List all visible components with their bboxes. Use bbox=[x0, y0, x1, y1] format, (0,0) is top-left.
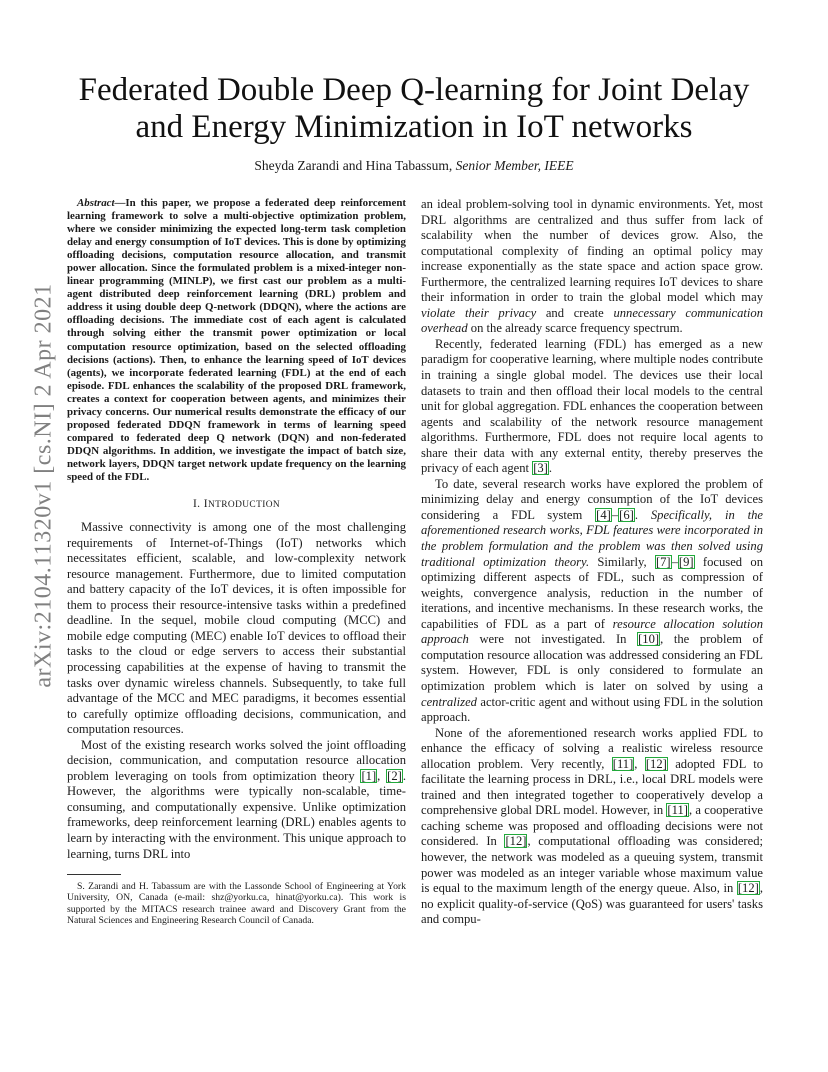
section-title-initial: I bbox=[203, 498, 208, 511]
section-number: I. bbox=[192, 498, 204, 511]
citation-link[interactable]: [1] bbox=[361, 768, 377, 783]
author-footnote: S. Zarandi and H. Tabassum are with the Lassonde School of Engineering at York University, ON, Canada (e-mail: shz@yorku.ca, hinat@yorku.ca). This work is supported by the MITACS research trainee award and Discovery Grant from the Natural Sciences and Engineering Research Council of Canada. bbox=[67, 881, 406, 927]
text-run: . bbox=[548, 461, 553, 476]
italic-text: centralized bbox=[421, 694, 477, 709]
text-run: adopted FDL to facilitate the learning process in DRL, i.e., local DRL models were trained and then integrated together to cooperatively develop a comprehensive global DRL model. However, in bbox=[421, 756, 763, 818]
text-run: , bbox=[377, 768, 387, 783]
text-run: and create bbox=[536, 305, 614, 320]
citation-link[interactable]: [11] bbox=[612, 756, 634, 771]
citation-link[interactable]: [11] bbox=[667, 803, 688, 818]
text-run: on the already scarce frequency spectrum. bbox=[467, 321, 683, 336]
text-run: Recently, federated learning (FDL) has emerged as a new paradigm for cooperative learning, where multiple nodes contribute in training a single global model. The devices use their local datasets to train and then offload their local models to the central unit for global aggregation. FDL enhances the cooperation between agents and scalability of the network resource management algorithms. Furthermore, FDL does not require local agents to share their data with any external entity, thereby preserves the privacy of each agent bbox=[421, 336, 763, 476]
text-run: – bbox=[611, 507, 619, 522]
intro-paragraph-1: Massive connectivity is among one of the most challenging requirements of Internet-of-Things (IoT) networks which necessitates efficient, scalable, and low-complexity network resource management. Furthermore, due to limited computation and battery capacity of the IoT devices, it is often impossible for them to process their resource-intensive tasks within a predefined deadline. In the sequel, mobile cloud computing (MCC) and mobile edge computing (MEC) enable IoT devices to offload their tasks to the cloud or edge servers to access their substantial processing capabilities at the expense of having to transmit the tasks over dynamic wireless channels. Subsequently, to take full advantage of the MCC and MEC paradigms, it becomes essential to carefully optimize offloading decisions, communication, and computation resources. bbox=[67, 520, 406, 737]
text-run: None of the aforementioned research works applied FDL to enhance the efficacy of solving a realistic wireless resource allocation problem. Very recently, bbox=[421, 725, 763, 771]
citation-link[interactable]: [6] bbox=[619, 507, 634, 522]
text-run: . bbox=[634, 507, 651, 522]
text-run: focused on optimizing different aspects of FDL, such as compression of weights, convergence analysis, reduction in the number of iterations, and incentive mechanisms. In these research works, the capabilities of FDL as a part of bbox=[421, 554, 763, 631]
text-run: Most of the existing research works solved the joint offloading decision, communication, and computation resource allocation problem leveraging on tools from optimization theory bbox=[67, 737, 406, 783]
text-run: , bbox=[634, 756, 645, 771]
text-run: Similarly, bbox=[589, 554, 655, 569]
abstract-text: —In this paper, we propose a federated deep reinforcement learning framework to solve a multi-objective optimization problem, where we consider minimizing the expected long-term task completion delay and energy consumption of IoT devices. This is done by optimizing offloading decisions, computation resource allocation, and transmit power allocation. Since the formulated problem is a mixed-integer non-linear programming (MINLP), we first cast our problem as a multi-agent distributed deep reinforcement learning (DRL) problem and address it using double deep Q-network (DDQN), where the actions are offloading decisions. The immediate cost of each agent is calculated through solving either the transmit power optimization or local computation resource optimization, based on the selected offloading decisions (actions). Then, to enhance the learning speed of IoT devices (agents), we incorporate federated learning (FDL) at the end of each episode. FDL enhances the scalability of the proposed DRL framework, creates a context for cooperation between agents, and minimizes their privacy concerns. Our numerical results demonstrate the efficacy of our proposed federated DDQN framework in terms of learning speed compared to federated deep Q network (DQN) and non-federated DDQN algorithms. In addition, we investigate the impact of batch size, network layers, DDQN target network update frequency on the learning speed of the FDL. bbox=[67, 197, 406, 483]
right-paragraph-3 bbox=[421, 477, 763, 726]
italic-text: violate their privacy bbox=[421, 305, 537, 320]
abstract-lead: Abstract bbox=[77, 197, 115, 209]
section-heading-introduction bbox=[67, 497, 406, 512]
citation-link[interactable]: [10] bbox=[638, 632, 660, 647]
text-run: an ideal problem-solving tool in dynamic environments. Yet, most DRL algorithms are centralized and thus suffer from lack of scalability when the number of devices grow. Also, the computational complexity of finding an optimal policy may increase exponentially as the state space and action space grow. Furthermore, the centralized learning requires IoT devices to share their information in order to train the global model which may bbox=[421, 197, 763, 305]
arxiv-identifier: arXiv:2104.11320v1 [cs.NI] 2 Apr 2021 bbox=[30, 282, 57, 688]
arxiv-stamp bbox=[22, 270, 66, 700]
right-paragraph-4 bbox=[421, 726, 763, 928]
section-title-rest: NTRODUCTION bbox=[207, 500, 281, 511]
text-run: actor-critic agent and without using FDL in the solution approach. bbox=[421, 694, 763, 725]
citation-link[interactable]: [2] bbox=[387, 768, 402, 783]
author-line bbox=[60, 158, 768, 174]
author-member-note: Senior Member, IEEE bbox=[455, 158, 574, 173]
text-run: were not investigated. In bbox=[468, 632, 638, 647]
intro-paragraph-2 bbox=[67, 738, 406, 862]
text-run: , computational offloading was considered; however, the network was modeled as a queuing system, transmit power was modeled as an integer variable whose maximum value is equal to the maximum length of the energy queue. Also, in bbox=[421, 834, 763, 896]
italic-text: unnecessary communication overhead bbox=[421, 305, 764, 336]
author-names: Sheyda Zarandi and Hina Tabassum, bbox=[254, 158, 453, 173]
paper-title: Federated Double Deep Q-learning for Joint Delay and Energy Minimization in IoT networks bbox=[78, 72, 750, 145]
citation-link[interactable]: [4] bbox=[596, 507, 611, 522]
text-run: , no explicit quality-of-service (QoS) was guaranteed for users' tasks and compu- bbox=[421, 881, 763, 927]
text-run: , a cooperative caching scheme was proposed and offloading decisions were not considered. In bbox=[421, 803, 763, 849]
footnote-divider bbox=[67, 874, 121, 875]
abstract bbox=[67, 197, 406, 484]
citation-link[interactable]: [12] bbox=[645, 756, 667, 771]
text-run: , the problem of computation resource allocation was addressed considering an FDL system. However, FDL is only considered to formulate an optimization problem which is later on solved by using a bbox=[421, 632, 763, 693]
italic-text: resource allocation solution approach bbox=[421, 616, 763, 647]
citation-link[interactable]: [3] bbox=[533, 461, 548, 476]
right-paragraph-1 bbox=[421, 197, 763, 337]
citation-link[interactable]: [12] bbox=[737, 881, 759, 896]
right-paragraph-2 bbox=[421, 337, 763, 477]
italic-text: Specifically, in the aforementioned research works, FDL features were incorporated in the problem formulation and the problem was then solved using traditional optimization theory. bbox=[421, 507, 764, 569]
text-run: – bbox=[671, 554, 678, 569]
text-run: To date, several research works have explored the problem of minimizing delay and energy consumption of the IoT devices considering a FDL system bbox=[421, 476, 763, 522]
left-column bbox=[67, 197, 406, 927]
citation-link[interactable]: [12] bbox=[505, 834, 527, 849]
citation-link[interactable]: [9] bbox=[678, 554, 694, 569]
citation-link[interactable]: [7] bbox=[655, 554, 671, 569]
text-run: . However, the algorithms were typically non-scalable, time-consuming, and computationally expensive. Unlike optimization frameworks, deep reinforcement learning (DRL) enables agents to learn by interacting with the environment. This unique approach to learning, turns DRL into bbox=[67, 768, 406, 861]
right-column bbox=[421, 197, 763, 928]
